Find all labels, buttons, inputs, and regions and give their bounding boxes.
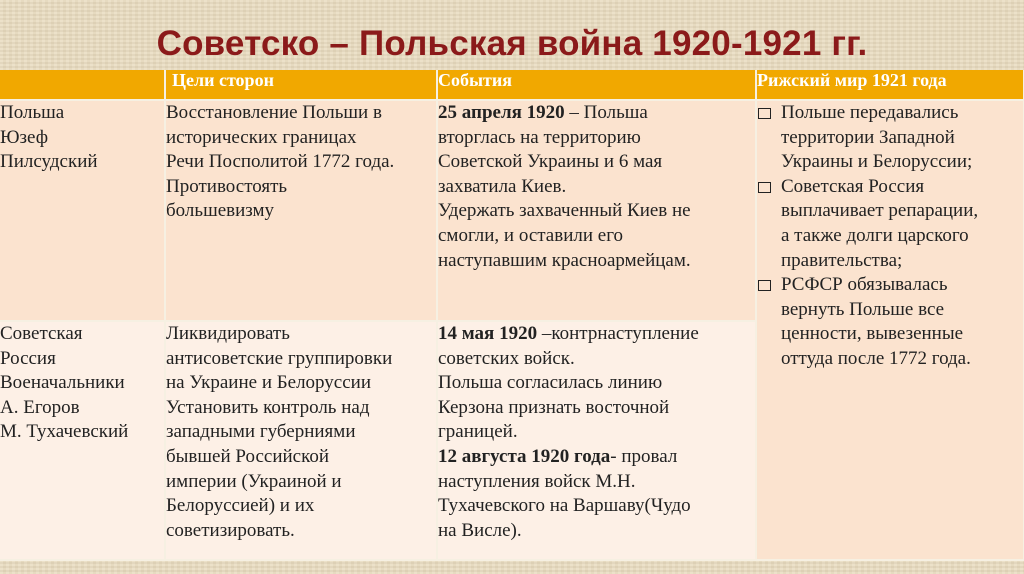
events-line: Советской Украины и 6 мая xyxy=(438,151,663,173)
goals-line: Речи Посполитой 1772 года. xyxy=(166,151,395,173)
goals-line: Противостоять xyxy=(166,175,288,197)
table-header-row xyxy=(0,70,1024,100)
side-line: Советская xyxy=(0,323,83,344)
events-line: Керзона признать восточной xyxy=(438,396,670,418)
goals-line: бывшей Российской xyxy=(166,445,330,467)
events-line: на Висле). xyxy=(438,519,522,541)
events-line xyxy=(438,445,755,470)
header-events: События xyxy=(437,70,756,100)
treaty-item xyxy=(757,101,1023,175)
goals-cell xyxy=(165,100,437,321)
treaty-cell xyxy=(756,100,1024,560)
side-line: А. Егоров xyxy=(0,396,80,418)
events-line: вторглась на территорию xyxy=(438,126,641,148)
event-date: 25 апреля 1920 xyxy=(438,102,565,123)
war-table xyxy=(0,70,1024,561)
goals-line: исторических границах xyxy=(166,126,357,148)
treaty-item xyxy=(757,273,1023,371)
treaty-line: а также долги царского xyxy=(781,224,969,246)
side-cell xyxy=(0,321,165,560)
checkbox-bullet-icon xyxy=(758,182,771,193)
header-side xyxy=(0,70,165,100)
events-line: смогли, и оставили его xyxy=(438,224,624,246)
side-line: Россия xyxy=(0,347,56,369)
header-riga-treaty: Рижский мир 1921 года xyxy=(756,70,1024,100)
goals-line: советизировать. xyxy=(166,519,295,541)
header-goals: Цели сторон xyxy=(165,70,437,100)
side-line: Военачальники xyxy=(0,372,125,394)
event-date: 12 августа 1920 года xyxy=(438,445,611,467)
side-line: Польша xyxy=(0,102,65,123)
goals-line: большевизму xyxy=(166,200,275,222)
events-line: Тухачевского на Варшаву(Чудо xyxy=(438,495,691,517)
event-text: - провал xyxy=(610,445,678,467)
goals-line: западными губерниями xyxy=(166,421,356,443)
goals-line: Установить контроль над xyxy=(166,396,370,418)
treaty-line: выплачивает репарации, xyxy=(781,200,979,222)
events-line: Удержать захваченный Киев не xyxy=(438,200,691,222)
treaty-line: Советская Россия xyxy=(781,175,925,197)
events-line: захватила Киев. xyxy=(438,175,567,197)
side-cell xyxy=(0,100,165,321)
events-line xyxy=(438,322,755,347)
events-cell xyxy=(437,321,756,560)
treaty-line: Польше передавались xyxy=(781,102,959,123)
events-cell xyxy=(437,100,756,321)
checkbox-bullet-icon xyxy=(758,280,771,291)
treaty-line: Украины и Белоруссии; xyxy=(781,151,973,173)
goals-line: Ликвидировать xyxy=(166,323,290,344)
treaty-line: территории Западной xyxy=(781,126,955,148)
goals-line: империи (Украиной и xyxy=(166,470,342,492)
events-line: советских войск. xyxy=(438,347,575,369)
goals-line: Белоруссией) и их xyxy=(166,495,315,517)
treaty-line: правительства; xyxy=(781,249,903,271)
event-date: 14 мая 1920 xyxy=(438,323,538,344)
side-line: Пилсудский xyxy=(0,151,98,173)
treaty-line: РСФСР обязывалась xyxy=(781,274,948,296)
table-row-poland xyxy=(0,100,1024,321)
events-line xyxy=(438,101,755,126)
event-text: – Польша xyxy=(564,102,648,123)
events-line: наступавшим красноармейцам. xyxy=(438,249,691,271)
event-text: –контрнаступление xyxy=(537,323,699,344)
slide-title: Советско – Польская война 1920-1921 гг. xyxy=(156,24,868,63)
treaty-line: оттуда после 1772 года. xyxy=(781,347,971,369)
goals-line: антисоветские группировки xyxy=(166,347,393,369)
goals-line: на Украине и Белоруссии xyxy=(166,372,372,394)
treaty-line: ценности, вывезенные xyxy=(781,323,964,345)
goals-cell xyxy=(165,321,437,560)
treaty-line: вернуть Польше все xyxy=(781,298,945,320)
treaty-item xyxy=(757,175,1023,273)
side-line: М. Тухачевский xyxy=(0,421,129,443)
checkbox-bullet-icon xyxy=(758,108,771,119)
goals-line: Восстановление Польши в xyxy=(166,102,382,123)
events-line: Польша согласилась линию xyxy=(438,372,663,394)
events-line: наступления войск М.Н. xyxy=(438,470,636,492)
events-line: границей. xyxy=(438,421,518,443)
side-line: Юзеф xyxy=(0,126,49,148)
